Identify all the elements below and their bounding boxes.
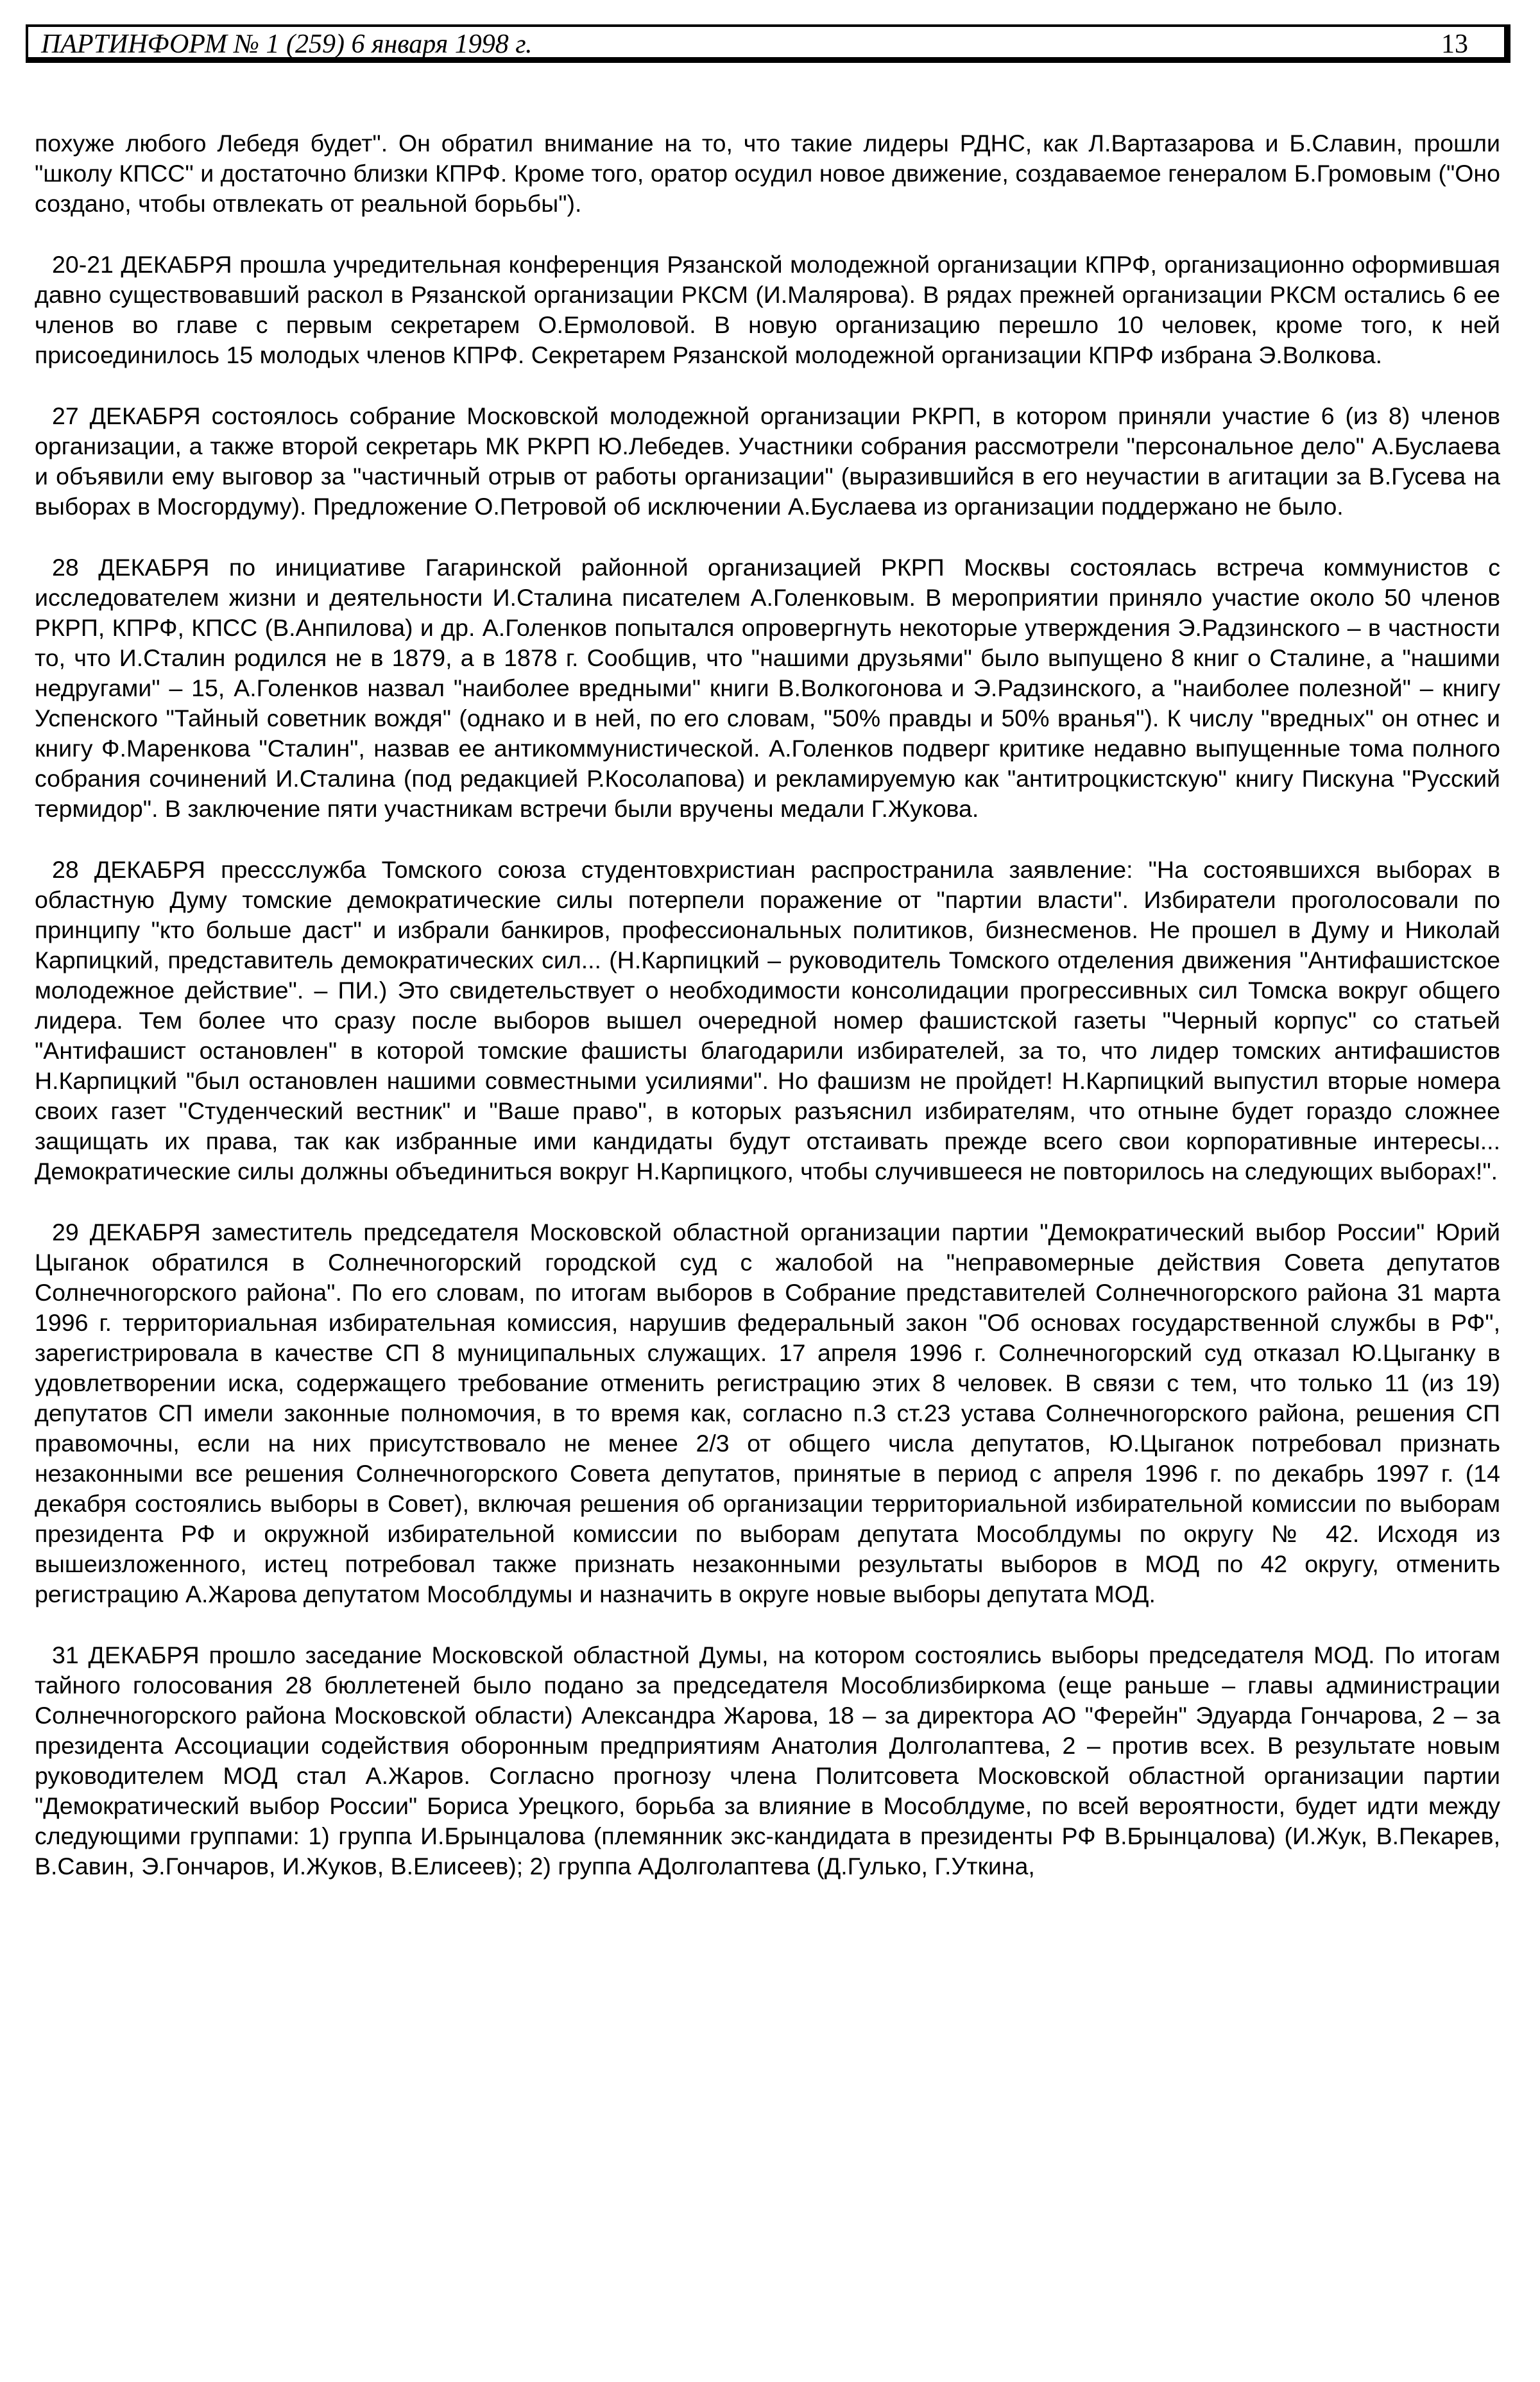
page-number: 13 — [1441, 30, 1468, 59]
paragraph-dec-31: 31 ДЕКАБРЯ прошло заседание Московской областной Думы, на котором состоялись выборы председателя МОД. По итогам тайного голосования 28 бюллетеней было подано за председателя Мособлизбиркома (еще раньше – главы администрации Солнечногорского района Московской области) Александра Жарова, 18 – за директора АО "Ферейн" Эдуарда Гончарова, 2 – за президента Ассоциации содействия оборонным предприятиям Анатолия Долголаптева, 2 – против всех. В результате новым руководителем МОД стал А.Жаров. Согласно прогнозу члена Политсовета Московской областной организации партии "Демократический выбор России" Бориса Урецкого, борьба за влияние в Мособлдуме, по всей вероятности, будет идти между следующими группами: 1) группа И.Брынцалова (племянник экс-кандидата в президенты РФ В.Брынцалова) (И.Жук, В.Пекарев, В.Савин, Э.Гончаров, И.Жуков, В.Елисеев); 2) группа АДолголаптева (Д.Гулько, Г.Уткина, — [35, 1641, 1500, 1880]
paragraph-dec-20-21: 20-21 ДЕКАБРЯ прошла учредительная конференция Рязанской молодежной организации КПРФ, организационно оформившая давно существовавший раскол в Рязанской организации РКСМ (И.Малярова). В рядах прежней организации РКСМ остались 6 ее членов во главе с первым секретарем О.Ермоловой. В новую организацию перешло 10 человек, кроме того, к ней присоединилось 15 молодых членов КПРФ. Секретарем Рязанской молодежной организации КПРФ избрана Э.Волкова. — [35, 251, 1500, 368]
paragraph-dec-27: 27 ДЕКАБРЯ состоялось собрание Московской молодежной организации РКРП, в котором приняли участие 6 (из 8) членов организации, а также второй секретарь МК РКРП Ю.Лебедев. Участники собрания рассмотрели "персональное дело" А.Буслаева и объявили ему выговор за "частичный отрыв от работы организации" (выразившийся в его неучастии в агитации за В.Гусева на выборах в Мосгордуму). Предложение О.Петровой об исключении А.Буслаева из организации поддержано не было. — [35, 402, 1500, 520]
page-header — [26, 24, 1510, 63]
article-body — [35, 128, 1500, 1881]
paragraph-dec-28-golenkov: 28 ДЕКАБРЯ по инициативе Гагаринской районной организацией РКРП Москвы состоялась встреча коммунистов с исследователем жизни и деятельности И.Сталина писателем А.Голенковым. В мероприятии приняло участие около 50 членов РКРП, КПРФ, КПСС (В.Анпилова) и др. А.Голенков попытался опровергнуть некоторые утверждения Э.Радзинского – в частности то, что И.Сталин родился не в 1879, а в 1878 г. Сообщив, что "нашими друзьями" было выпущено 8 книг о Сталине, а "нашими недругами" – 15, А.Голенков назвал "наиболее вредными" книги В.Волкогонова и Э.Радзинского, а "наиболее полезной" – книгу Успенского "Тайный советник вождя" (однако и в ней, по его словам, "50% правды и 50% вранья"). К числу "вредных" он отнес и книгу Ф.Маренкова "Сталин", назвав ее антикоммунистической. А.Голенков подверг критике недавно выпущенные тома полного собрания сочинений И.Сталина (под редакцией Р.Косолапова) и рекламируемую как "антитроцкистскую" книгу Пискуна "Русский термидор". В заключение пяти участникам встречи были вручены медали Г.Жукова. — [35, 554, 1500, 822]
paragraph-dec-28-tomsk: 28 ДЕКАБРЯ прессслужба Томского союза студентовхристиан распространила заявление: "На состоявшихся выборах в областную Думу томские демократические силы потерпели поражение от "партии власти". Избиратели проголосовали по принципу "кто больше даст" и избрали банкиров, профессиональных политиков, бизнесменов. Не прошел в Думу и Николай Карпицкий, представитель демократических сил... (Н.Карпицкий – руководитель Томского отделения движения "Антифашистское молодежное действие". – ПИ.) Это свидетельствует о необходимости консолидации прогрессивных сил Томска вокруг общего лидера. Тем более что сразу после выборов вышел очередной номер фашистской газеты "Черный корпус" со статьей "Антифашист остановлен" в которой томские фашисты благодарили избирателей, за то, что лидер томских антифашистов Н.Карпицкий "был остановлен нашими совместными усилиями". Но фашизм не пройдет! Н.Карпицкий выпустил вторые номера своих газет "Студенческий вестник" и "Ваше право", в которых разъяснил избирателям, что отныне будет гораздо сложнее защищать их права, так как избранные ими кандидаты будут отстаивать прежде всего свои корпоративные интересы... Демократические силы должны объединиться вокруг Н.Карпицкого, чтобы случившееся не повторилось на следующих выборах!". — [35, 856, 1500, 1185]
paragraph-dec-29: 29 ДЕКАБРЯ заместитель председателя Московской областной организации партии "Демократический выбор России" Юрий Цыганок обратился в Солнечногорский городской суд с жалобой на "неправомерные действия Совета депутатов Солнечногорского района". По его словам, по итогам выборов в Собрание представителей Солнечногорского района 31 марта 1996 г. территориальная избирательная комиссия, нарушив федеральный закон "Об основах государственной службы в РФ", зарегистрировала в качестве СП 8 муниципальных служащих. 17 апреля 1996 г. Солнечногорский суд отказал Ю.Цыганку в удовлетворении иска, содержащего требование отменить регистрацию этих 8 человек. В связи с тем, что только 11 (из 19) депутатов СП имели законные полномочия, в то время как, согласно п.3 ст.23 устава Солнечногорского района, решения СП правомочны, если на них присутствовало не менее 2/3 от общего числа депутатов, Ю.Цыганок потребовал признать незаконными все решения Солнечногорского Совета депутатов, принятые в период с апреля 1996 г. по декабрь 1997 г. (14 декабря состоялись выборы в Совет), включая решения об организации территориальной избирательной комиссии по выборам президента РФ и окружной избирательной комиссии по выборам депутата Мособлдумы по округу № 42. Исходя из вышеизложенного, истец потребовал также признать незаконными результаты выборов в МОД по 42 округу, отменить регистрацию А.Жарова депутатом Мособлдумы и назначить в округе новые выборы депутата МОД. — [35, 1219, 1500, 1607]
paragraph-continuation: похуже любого Лебедя будет". Он обратил внимание на то, что такие лидеры РДНС, как Л.Вартазарова и Б.Славин, прошли "школу КПСС" и достаточно близки КПРФ. Кроме того, оратор осудил новое движение, создаваемое генералом Б.Громовым ("Оно создано, чтобы отвлекать от реальной борьбы"). — [35, 130, 1500, 217]
publication-title: ПАРТИНФОРМ № 1 (259) 6 января 1998 г. — [41, 30, 533, 59]
